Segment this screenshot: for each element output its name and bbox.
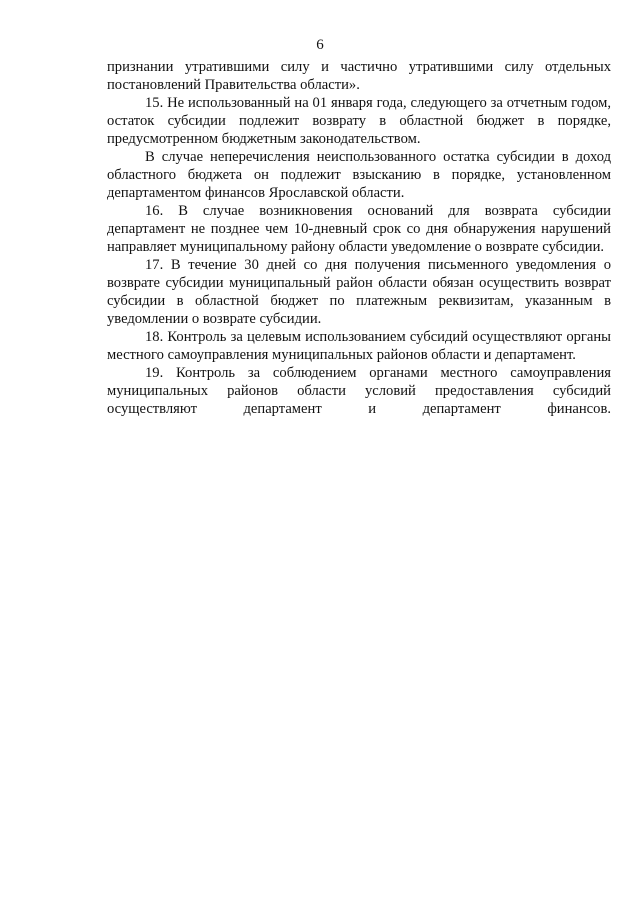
document-body: [107, 58, 611, 418]
paragraph-item-18: 18. Контроль за целевым использованием субсидий осуществляют органы местного самоуправления муниципальных районов области и департамент.: [107, 329, 611, 363]
paragraph-unreturned-balance: В случае неперечисления неиспользованного остатка субсидии в доход областного бюджета он подлежит взысканию в порядке, установленном департаментом финансов Ярославской области.: [107, 149, 611, 201]
paragraph-continuation: признании утратившими силу и частично утратившими силу отдельных постановлений Правительства области».: [107, 59, 611, 93]
page-number: 6: [316, 37, 324, 53]
paragraph-item-15: 15. Не использованный на 01 января года, следующего за отчетным годом, остаток субсидии подлежит возврату в областной бюджет в порядке, предусмотренном бюджетным законодательством.: [107, 95, 611, 147]
paragraph-item-17: 17. В течение 30 дней со дня получения письменного уведомления о возврате субсидии муниципальный район области обязан осуществить возврат субсидии в областной бюджет по платежным реквизитам, указанным в уведомлении о возврате субсидии.: [107, 257, 611, 327]
paragraph-item-16: 16. В случае возникновения оснований для возврата субсидии департамент не позднее чем 10-дневный срок со дня обнаружения нарушений направляет муниципальному району области уведомление о возврате субсидии.: [107, 203, 611, 255]
paragraph-item-19: 19. Контроль за соблюдением органами местного самоуправления муниципальных районов области условий предоставления субсидий осуществляют департамент и департамент финансов.: [107, 365, 611, 417]
